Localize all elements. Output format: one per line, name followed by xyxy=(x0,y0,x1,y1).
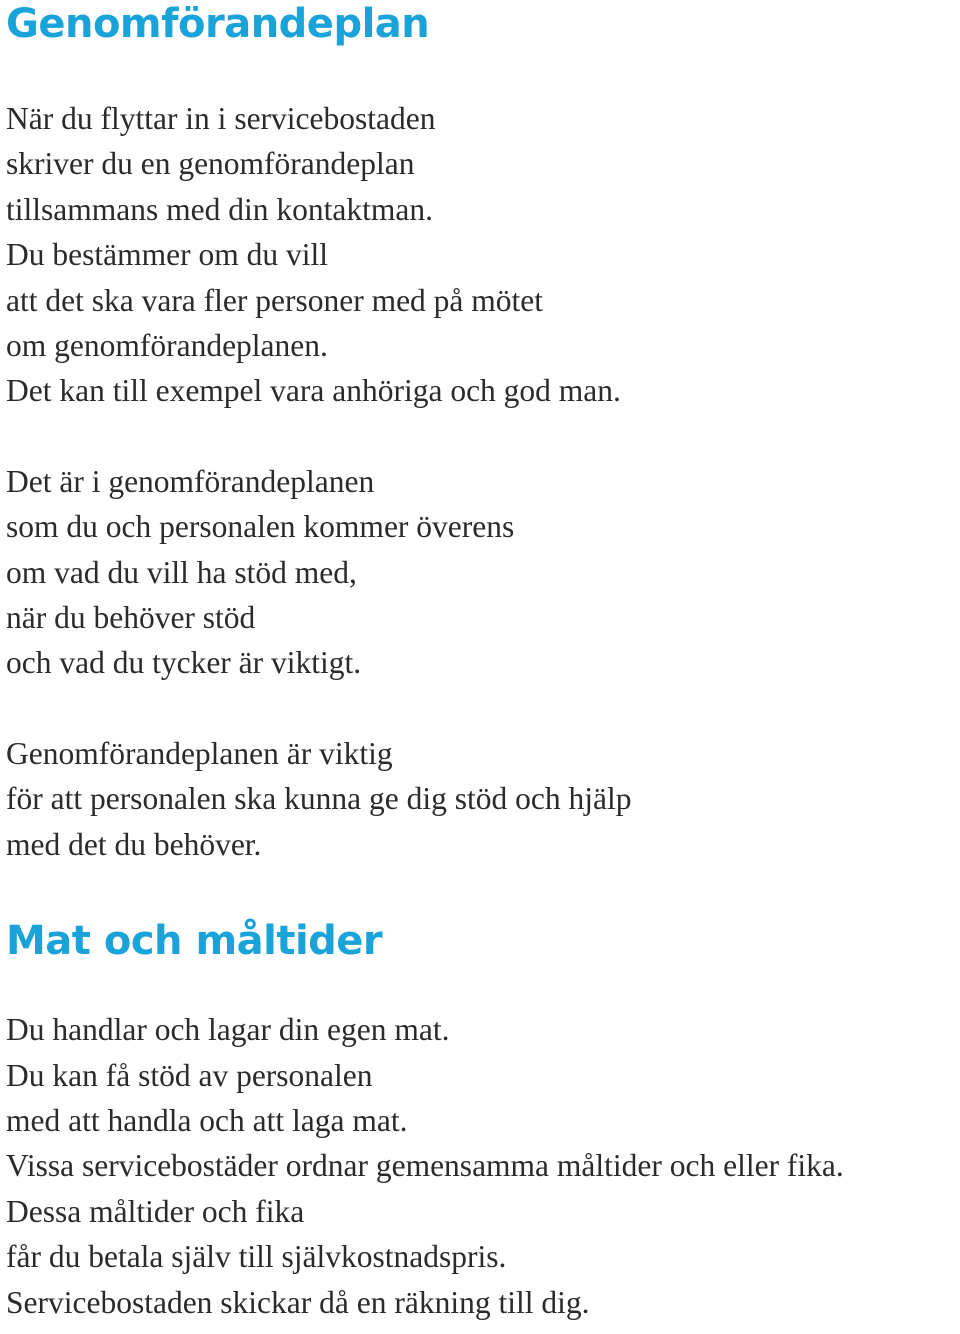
text-line: Servicebostaden skickar då en räkning till dig. xyxy=(6,1284,590,1320)
paragraph-viktig xyxy=(6,731,956,867)
text-line: tillsammans med din kontaktman. xyxy=(6,191,433,227)
text-line: när du behöver stöd xyxy=(6,600,256,636)
document-page xyxy=(6,0,956,1325)
text-line: Det är i genomförandeplanen xyxy=(6,463,375,499)
text-line: om genomförandeplanen. xyxy=(6,328,328,364)
text-line: skriver du en genomförandeplan xyxy=(6,146,415,182)
paragraph-flytta-in xyxy=(6,96,956,414)
text-line: med att handla och att laga mat. xyxy=(6,1102,408,1138)
text-line: för att personalen ska kunna ge dig stöd och hjälp xyxy=(6,781,632,817)
text-line: att det ska vara fler personer med på mötet xyxy=(6,282,544,318)
text-line: och vad du tycker är viktigt. xyxy=(6,645,362,681)
text-line: Dessa måltider och fika xyxy=(6,1193,305,1229)
text-line: När du flyttar in i servicebostaden xyxy=(6,101,436,136)
text-line: får du betala själv till självkostnadspris. xyxy=(6,1239,507,1275)
text-line: Genomförandeplanen är viktig xyxy=(6,735,393,771)
text-line: Du kan få stöd av personalen xyxy=(6,1057,373,1093)
text-line: med det du behöver. xyxy=(6,826,262,862)
text-line: Vissa servicebostäder ordnar gemensamma måltider och eller fika. xyxy=(6,1148,844,1184)
text-line: Du bestämmer om du vill xyxy=(6,237,328,273)
heading-mat-och-maltider: Mat och måltider xyxy=(6,918,383,965)
paragraph-mat xyxy=(6,1007,956,1325)
text-line: Du handlar och lagar din egen mat. xyxy=(6,1012,450,1048)
heading-genomforandeplan: Genomförandeplan xyxy=(6,1,430,47)
paragraph-overens xyxy=(6,459,956,686)
text-line: om vad du vill ha stöd med, xyxy=(6,554,357,590)
text-line: som du och personalen kommer överens xyxy=(6,509,515,545)
text-line: Det kan till exempel vara anhöriga och god man. xyxy=(6,373,621,409)
